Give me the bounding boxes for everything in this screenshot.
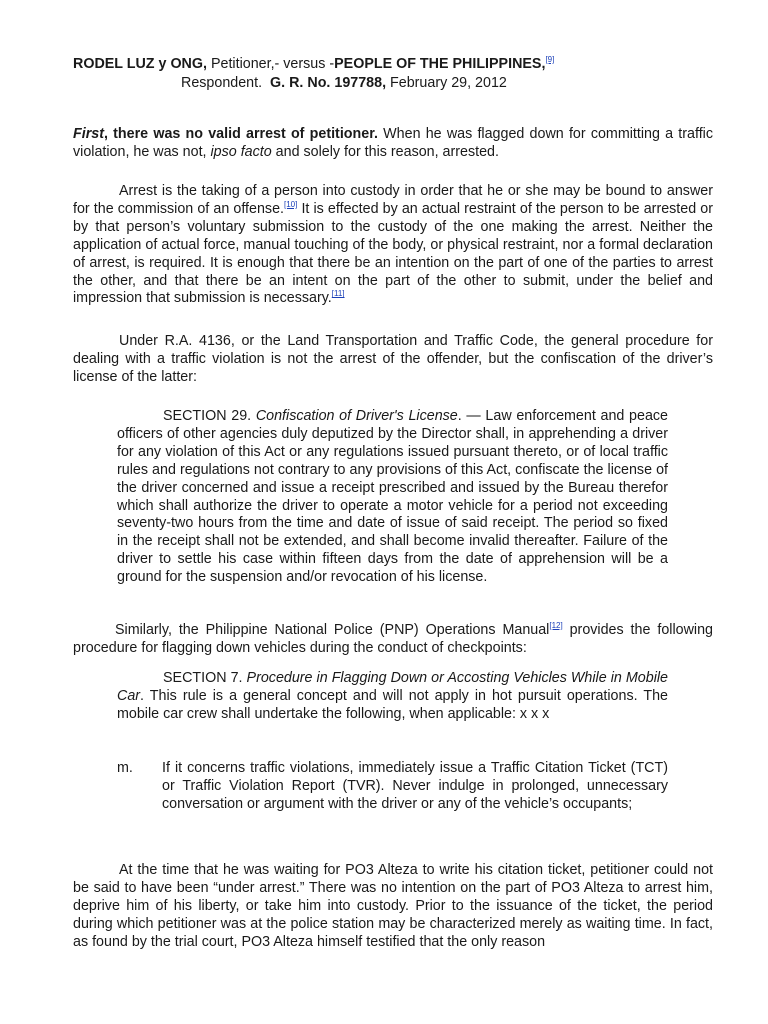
footnote-link-9[interactable]: [9]	[545, 55, 555, 64]
item-letter-m: m.	[117, 760, 133, 776]
item-m-text: If it concerns traffic violations, immediately issue a Traffic Citation Ticket (TCT) or Traffic Violation Report (TVR). Never indulge in prolonged, unnecessary conversation or argument with the driver or any of the vehicle’s occupants;	[162, 760, 668, 812]
lead-statement: , there was no valid arrest of petitioner.	[103, 126, 378, 142]
first-label: First	[73, 126, 104, 142]
gr-number: G. R. No. 197788,	[270, 75, 387, 91]
list-item-m	[0, 760, 768, 840]
ipso-facto: ipso facto	[210, 143, 272, 160]
para2-text-a: Arrest is the taking of a person into custody in order that he or she may be bound to answer for the commission of an offense.	[73, 183, 713, 217]
section-29-text: . — Law enforcement and peace officers of other agencies duly deputized by the Director shall, in apprehending a driver for any violation of this Act or any regulations issued pursuant thereto, or of local traffic rules and regulations not contrary to any provisions of this Act, confiscate the license of the driver concerned and issue a receipt prescribed and issued by the Bureau therefor which shall authorize the driver to operate a motor vehicle for a period not exceeding seventy-two hours from the time and date of issue of said receipt. The period so fixed in the receipt shall not be extended, and shall become invalid thereafter. Failure of the driver to settle his case within fifteen days from the date of apprehension will be a ground for the suspension and/or revocation of his license.	[117, 408, 668, 586]
paragraph-first	[73, 126, 713, 162]
petitioner-role: Petitioner,- versus -	[206, 56, 335, 72]
section-7-heading: Procedure in Flagging Down or Accosting Vehicles While in Mobile Car	[117, 670, 668, 704]
paragraph-pnp-manual	[73, 622, 713, 658]
section-29-label: SECTION 29.	[163, 408, 256, 424]
quote-section-7	[117, 670, 668, 724]
case-caption-line1	[73, 56, 693, 74]
para1-text-a: When he was flagged down for committing a traffic violation, he was not,	[73, 126, 713, 160]
para5-text: At the time that he was waiting for PO3 Alteza to write his citation ticket, petitioner could not be said to have been “under arrest.” There was no intention on the part of PO3 Alteza to arrest him, deprive him of his liberty, or take him into custody. Prior to the issuance of the ticket, the period during which petitioner was at the police station may be characterized merely as waiting time. In fact, as found by the trial court, PO3 Alteza himself testified that the only reason	[73, 862, 713, 950]
decision-date: February 29, 2012	[386, 75, 507, 91]
paragraph-arrest-definition	[73, 183, 713, 308]
para4-text-a: Similarly, the Philippine National Police (PNP) Operations Manual	[115, 622, 550, 638]
case-caption-line2	[181, 75, 681, 93]
quote-section-29	[117, 408, 668, 587]
para3-text: Under R.A. 4136, or the Land Transportation and Traffic Code, the general procedure for dealing with a traffic violation is not the arrest of the offender, but the confiscation of the driver’s license of the latter:	[73, 333, 713, 385]
petitioner-name: RODEL LUZ y ONG,	[73, 56, 207, 72]
respondent-name: PEOPLE OF THE PHILIPPINES,	[334, 56, 546, 72]
footnote-link-10[interactable]: [10]	[284, 199, 298, 209]
para1-text-b: and solely for this reason, arrested.	[271, 143, 499, 160]
section-7-text: . This rule is a general concept and will not apply in hot pursuit operations. The mobile car crew shall undertake the following, when applicable: x x x	[117, 687, 668, 722]
para2-text-b: It is effected by an actual restraint of the person to be arrested or by that person’s voluntary submission to the custody of the one making the arrest. Neither the application of actual force, manual touching of the body, or physical restraint, nor a formal declaration of arrest, is required. It is enough that there be an intention on the part of one of the parties to arrest the other, and that there be an intent on the part of the other to submit, under the belief and impression that submission is necessary.	[73, 200, 713, 307]
para4-text-b: provides the following procedure for flagging down vehicles during the conduct of checkpoints:	[73, 622, 713, 656]
paragraph-ra-4136	[73, 333, 713, 387]
section-29-heading: Confiscation of Driver's License	[255, 408, 458, 424]
footnote-link-12[interactable]: [12]	[549, 621, 563, 630]
respondent-role: Respondent.	[181, 75, 263, 91]
section-7-label: SECTION 7.	[163, 670, 247, 686]
footnote-link-11[interactable]: [11]	[331, 289, 345, 299]
paragraph-waiting-time	[73, 862, 713, 952]
